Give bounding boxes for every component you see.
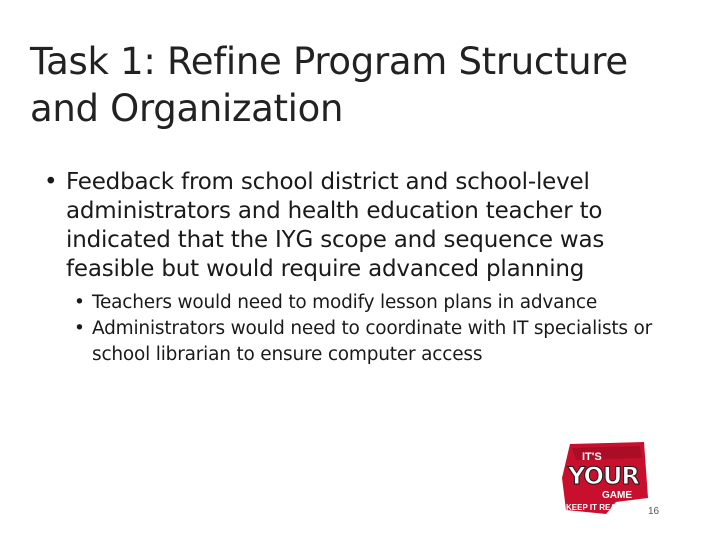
logo-game-text: GAME (602, 490, 632, 501)
logo-main-text: YOUR (568, 462, 639, 490)
logo-top-text: IT'S (582, 451, 602, 463)
sub-bullet-text: Administrators would need to coordinate with IT specialists or school librarian to ensure computer access (92, 318, 653, 365)
sub-bullet-list (44, 290, 684, 368)
sub-bullet-marker: • (74, 292, 85, 313)
bullet-text: Feedback from school district and school-level administrators and health education teacher to indicated that the IYG scope and sequence was feasible but would require advanced planning (66, 169, 605, 282)
bullet-item (44, 168, 684, 284)
sub-bullet-text: Teachers would need to modify lesson plans in advance (92, 292, 597, 313)
sub-bullet-item (74, 290, 684, 316)
sub-bullet-marker: • (74, 318, 85, 339)
slide-title: Task 1: Refine Program Structure and Organization (30, 40, 628, 130)
logo-tagline: KEEP IT REAL! (566, 503, 624, 512)
bullet-list (44, 168, 684, 368)
bullet-marker: • (44, 169, 58, 195)
sub-bullet-item (74, 316, 684, 368)
page-number: 16 (648, 506, 660, 517)
its-your-game-logo (556, 438, 652, 518)
